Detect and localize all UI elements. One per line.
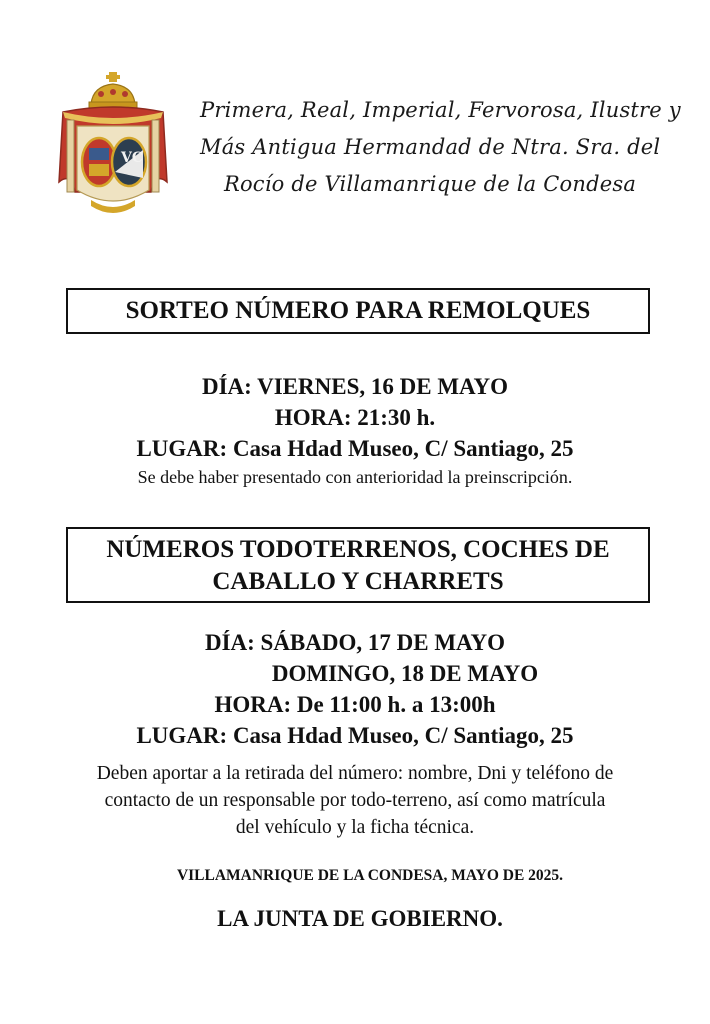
section2-details xyxy=(0,627,710,751)
brotherhood-name xyxy=(200,92,681,203)
section2-note xyxy=(40,760,670,841)
letterhead xyxy=(0,0,710,240)
section1-note: Se debe haber presentado con anterioridad la preinscripción. xyxy=(137,467,573,487)
section2-title-line-1: NÚMEROS TODOTERRENOS, COCHES DE xyxy=(106,536,610,563)
place-and-date: VILLAMANRIQUE DE LA CONDESA, MAYO DE 2025. xyxy=(176,867,564,884)
section2-note-line-2: contacto de un responsable por todo-terreno, así como matrícula xyxy=(104,790,606,811)
brand-line-1: Primera, Real, Imperial, Fervorosa, Ilustre y xyxy=(200,98,681,122)
brand-line-3: Rocío de Villamanrique de la Condesa xyxy=(223,172,637,196)
section1-title: SORTEO NÚMERO PARA REMOLQUES xyxy=(125,297,591,324)
crown-icon xyxy=(89,72,137,110)
section2-note-line-1: Deben aportar a la retirada del número: nombre, Dni y teléfono de xyxy=(96,763,614,784)
signature: LA JUNTA DE GOBIERNO. xyxy=(217,906,503,931)
section2-title-line-2: CABALLO Y CHARRETS xyxy=(212,568,504,595)
section2-day-2: DOMINGO, 18 DE MAYO xyxy=(271,661,539,686)
section2-note-line-3: del vehículo y la ficha técnica. xyxy=(235,817,475,838)
section2-day: DÍA: SÁBADO, 17 DE MAYO xyxy=(204,630,506,655)
section2-time: HORA: De 11:00 h. a 13:00h xyxy=(214,692,496,717)
section2-place: LUGAR: Casa Hdad Museo, C/ Santiago, 25 xyxy=(136,723,574,748)
section1-place: LUGAR: Casa Hdad Museo, C/ Santiago, 25 xyxy=(136,436,574,461)
section1-day: DÍA: VIERNES, 16 DE MAYO xyxy=(201,374,509,399)
section2-title-box xyxy=(66,527,650,603)
section1-time: HORA: 21:30 h. xyxy=(274,405,436,430)
coat-of-arms-icon xyxy=(55,72,171,222)
section1-details xyxy=(0,371,710,490)
section1-title-box xyxy=(66,288,650,334)
crest-emblem-letters: VC xyxy=(121,150,144,166)
brand-line-2: Más Antigua Hermandad de Ntra. Sra. del xyxy=(200,135,661,159)
